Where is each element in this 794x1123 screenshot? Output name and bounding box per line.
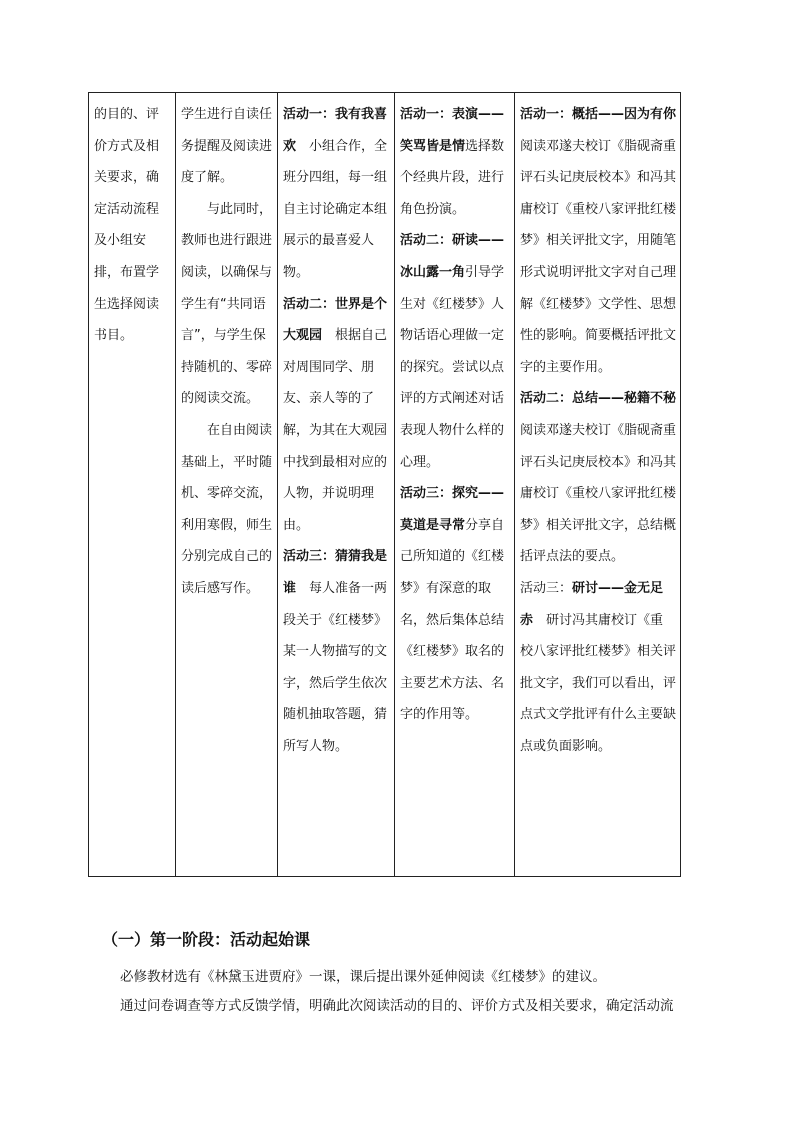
activity-body: 研讨冯其庸校订《重校八家评批红楼梦》相关评批文字，我们可以看出，评点式文学批评有什么主要缺点或负面影响。 bbox=[520, 612, 677, 754]
section-heading: （一）第一阶段：活动起始课 bbox=[102, 930, 311, 949]
activity-title: 活动三：猜猜我是谁 bbox=[283, 549, 388, 596]
activity-block bbox=[283, 289, 390, 542]
table-cell-activities-stage2 bbox=[278, 93, 395, 877]
activity-block bbox=[400, 225, 510, 478]
table-cell-reading-progress bbox=[176, 93, 278, 877]
table-cell-activities-stage4 bbox=[515, 93, 690, 877]
activity-body: 选择数个经典片段，进行角色扮演。 bbox=[400, 138, 505, 217]
activity-label: 活动三： bbox=[520, 580, 573, 596]
activity-block bbox=[520, 573, 676, 763]
activity-block bbox=[520, 99, 690, 383]
table-row bbox=[89, 93, 681, 877]
activity-block bbox=[520, 383, 690, 573]
activity-title: 活动一：表演——笑骂皆是情 bbox=[400, 107, 505, 154]
cell-paragraph: 与此同时，教师也进行跟进阅读，以确保与学生有“共同语言”，与学生保持随机的、零碎的阅读交流。 bbox=[181, 201, 273, 407]
activity-title: 活动三：探究——莫道是寻常 bbox=[400, 486, 505, 533]
activity-title: 活动一：我有我喜欢 bbox=[283, 107, 388, 154]
body-paragraph: 必修教材选有《林黛玉进贾府》一课，课后提出课外延伸阅读《红楼梦》的建议。 bbox=[120, 969, 606, 985]
activity-body: 根据自己对周围同学、朋友、亲人等的了解，为其在大观园中找到最相对应的人物，并说明理由。 bbox=[283, 328, 388, 533]
cell-paragraph: 学生进行自读任务提醒及阅读进度了解。 bbox=[181, 107, 273, 186]
activity-block bbox=[283, 99, 390, 289]
activity-body: 阅读邓遂夫校订《脂砚斋重评石头记庚辰校本》和冯其庸校订《重校八家评批红楼梦》相关评批文字，用随笔形式说明评批文字对自己理解《红楼梦》文学性、思想性的影响。简要概括评批文字的主要作用。 bbox=[520, 107, 690, 375]
body-paragraph: 通过问卷调查等方式反馈学情，明确此次阅读活动的目的、评价方式及相关要求，确定活动流 bbox=[120, 998, 674, 1014]
activity-plan-table bbox=[88, 92, 690, 877]
activity-block bbox=[400, 99, 510, 225]
activity-block bbox=[400, 478, 510, 731]
table-cell-activities-stage3 bbox=[395, 93, 515, 877]
activity-block bbox=[283, 541, 390, 762]
table-cell-goals bbox=[89, 93, 176, 877]
cell-paragraph: 在自由阅读基础上，平时随机、零碎交流，利用寒假，师生分别完成自己的读后感写作。 bbox=[181, 422, 273, 596]
activity-body: 小组合作，全班分四组，每一组自主讨论确定本组展示的最喜爱人物。 bbox=[283, 138, 388, 280]
activity-title: 活动二：研读——冰山露一角 bbox=[400, 233, 505, 280]
activity-title: 研讨——金无足赤 bbox=[520, 580, 664, 628]
cell-text: 的目的、评价方式及相关要求，确定活动流程及小组安排，布置学生选择阅读书目。 bbox=[94, 107, 160, 344]
activity-body: 分享自己所知道的《红楼梦》有深意的取名，然后集体总结《红楼梦》取名的主要艺术方法、名字的作用等。 bbox=[400, 517, 505, 723]
activity-title: 活动二：总结——秘籍不秘 bbox=[520, 391, 677, 407]
activity-title: 活动一：概括——因为有你 bbox=[520, 107, 677, 122]
activity-title: 活动二：世界是个大观园 bbox=[283, 296, 388, 344]
activity-body: 引导学生对《红楼梦》人物话语心理做一定的探究。尝试以点评的方式阐述对话表现人物什么样的心理。 bbox=[400, 264, 505, 470]
activity-body: 阅读邓遂夫校订《脂砚斋重评石头记庚辰校本》和冯其庸校订《重校八家评批红楼梦》相关评批文字，总结概括评点法的要点。 bbox=[520, 391, 690, 565]
activity-body: 每人准备一两段关于《红楼梦》某一人物描写的文字，然后学生依次随机抽取答题，猜所写人物。 bbox=[283, 580, 388, 754]
